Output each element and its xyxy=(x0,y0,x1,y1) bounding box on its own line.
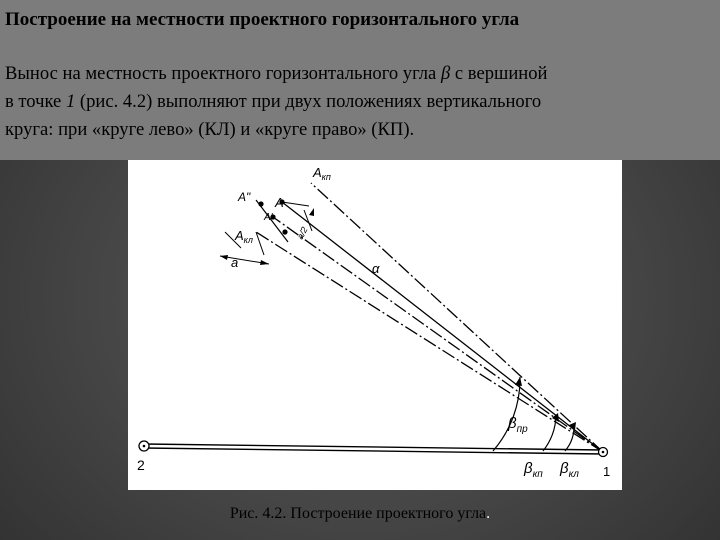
label-beta-pr: $\beta_{пр}$ xyxy=(508,415,528,435)
station-2-center xyxy=(143,445,146,448)
point-a-double-prime xyxy=(258,201,263,206)
dim-half-arrow xyxy=(309,208,314,216)
diagram-svg xyxy=(128,160,622,490)
station-1-center xyxy=(602,451,605,454)
label-a-kp: $A_{кп}$ xyxy=(313,165,331,182)
point-ref: 1 xyxy=(65,91,76,112)
label-dim-a-half: a/2 xyxy=(294,225,310,241)
label-point-1: 1 xyxy=(603,464,611,479)
label-alpha: α xyxy=(372,261,380,276)
label-a-kl: $A_{кл}$ xyxy=(235,228,253,245)
figure-diagram xyxy=(128,160,622,490)
label-point-2: 2 xyxy=(137,457,145,473)
body-line-2 xyxy=(5,88,720,116)
label-a-double-prime: A" xyxy=(238,190,251,204)
body-line-1-tail: с вершиной xyxy=(450,63,548,84)
label-a: A xyxy=(275,195,284,210)
ray-a xyxy=(282,202,603,452)
label-a-prime: A' xyxy=(264,212,273,223)
body-line-1 xyxy=(5,60,720,88)
body-line-1-text: Вынос на местность проектного горизонтального угла xyxy=(5,63,441,84)
body-line-2-text: в точке xyxy=(5,91,66,112)
ray-a-kp xyxy=(311,183,603,452)
caption-text: Рис. 4.2. Построение проектного угла xyxy=(229,505,487,522)
label-beta-kp: $\beta_{кп}$ xyxy=(524,460,543,480)
beta-symbol: β xyxy=(440,63,451,84)
label-beta-kl: $\beta_{кл}$ xyxy=(560,460,579,480)
slide-body xyxy=(0,38,720,160)
point-a-kl xyxy=(282,229,287,234)
ray-a-kl xyxy=(256,232,603,452)
body-line-2-tail: (рис. 4.2) выполняют при двух положениях вертикального xyxy=(75,91,542,112)
dim-a-ext-right xyxy=(256,232,264,255)
arc-beta-pr-arrow xyxy=(515,377,522,386)
arc-beta-pr xyxy=(493,377,520,451)
body-line-3: круга: при «круге лево» (КЛ) и «круге право» (КП). xyxy=(5,119,415,140)
caption-dot: . xyxy=(486,505,491,522)
figure-caption xyxy=(0,505,720,523)
label-dim-a: a xyxy=(231,255,239,270)
slide-title: Построение на местности проектного горизонтального угла xyxy=(0,0,720,38)
